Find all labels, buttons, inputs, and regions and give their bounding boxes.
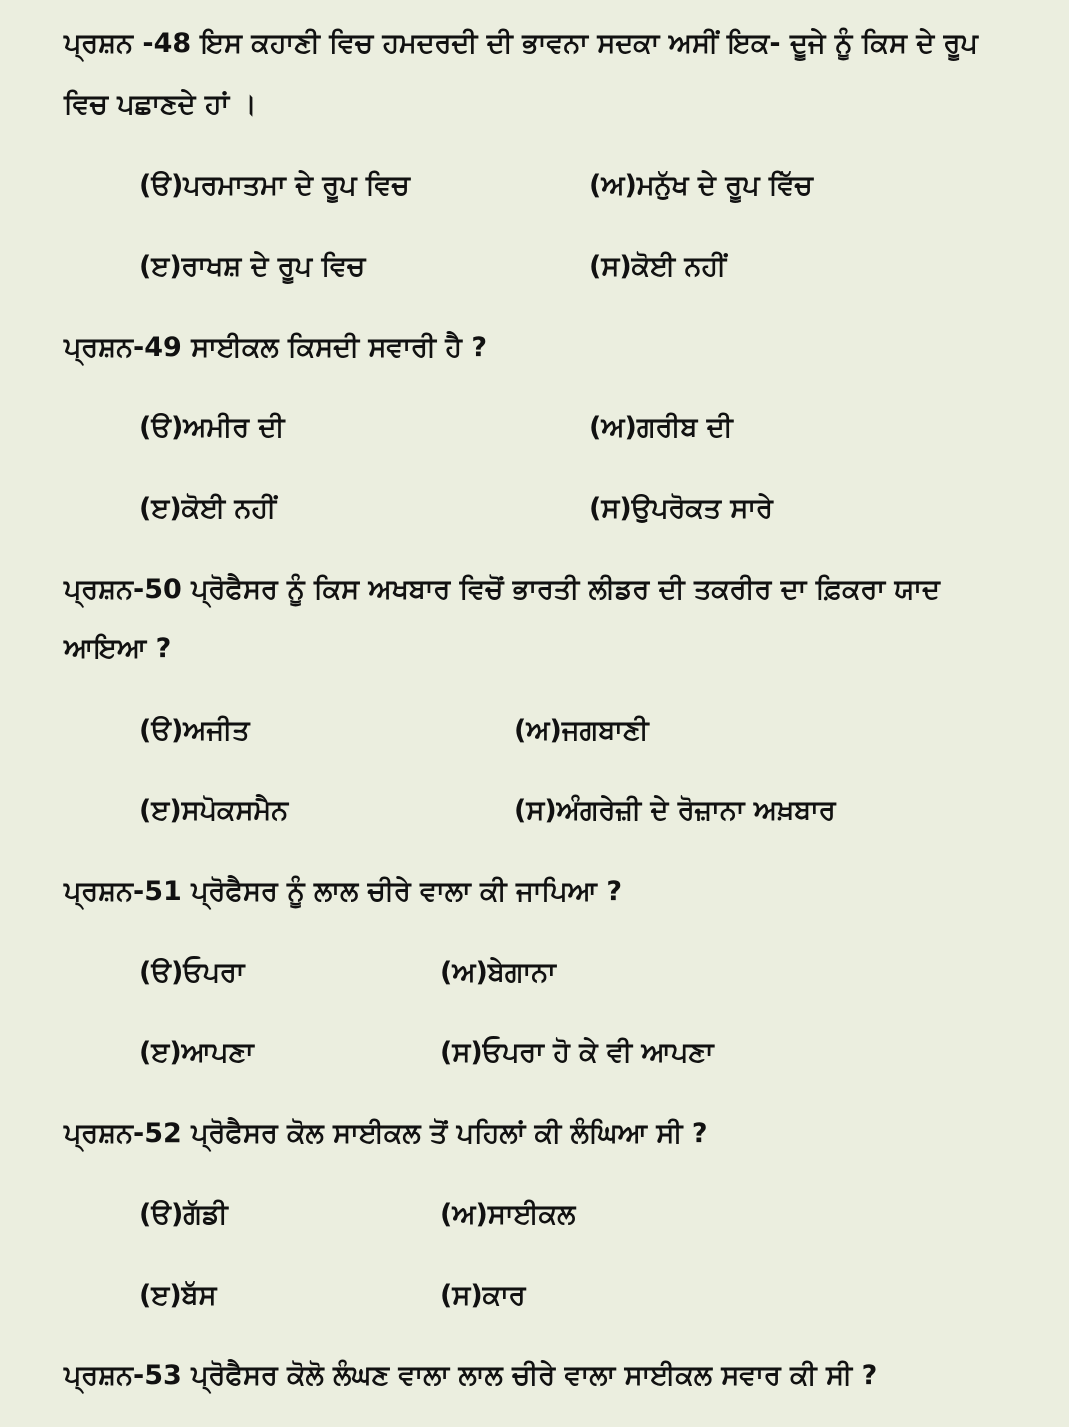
question-51-option-a: (ੳ)ਓਪਰਾ xyxy=(139,957,245,988)
question-53-line-1: ਪ੍ਰਸ਼ਨ-53 ਪ੍ਰੋਫੈਸਰ ਕੋਲੋ ਲੰਘਣ ਵਾਲਾ ਲਾਲ ਚੀਰੇ ਵਾਲਾ ਸਾਈਕਲ ਸਵਾਰ ਕੀ ਸੀ ? xyxy=(64,1360,878,1391)
question-52-option-c: (ੲ)ਬੱਸ xyxy=(139,1280,217,1311)
question-49-option-b: (ਅ)ਗਰੀਬ ਦੀ xyxy=(589,412,733,443)
question-52-option-a: (ੳ)ਗੱਡੀ xyxy=(139,1199,228,1230)
question-48-option-b: (ਅ)ਮਨੁੱਖ ਦੇ ਰੂਪ ਵਿੱਚ xyxy=(589,170,813,201)
question-49-option-c: (ੲ)ਕੋਈ ਨਹੀਂ xyxy=(139,493,277,524)
question-51-option-b: (ਅ)ਬੇਗਾਨਾ xyxy=(440,957,556,988)
question-48-line-1: ਪ੍ਰਸ਼ਨ -48 ਇਸ ਕਹਾਣੀ ਵਿਚ ਹਮਦਰਦੀ ਦੀ ਭਾਵਨਾ ਸਦਕਾ ਅਸੀਂ ਇਕ- ਦੂਜੇ ਨੂੰ ਕਿਸ ਦੇ ਰੂਪ xyxy=(64,28,978,59)
question-51-option-c: (ੲ)ਆਪਣਾ xyxy=(139,1037,254,1068)
question-50-line-2: ਆਇਆ ? xyxy=(64,633,172,664)
question-51-line-1: ਪ੍ਰਸ਼ਨ-51 ਪ੍ਰੋਫੈਸਰ ਨੂੰ ਲਾਲ ਚੀਰੇ ਵਾਲਾ ਕੀ ਜਾਪਿਆ ? xyxy=(64,876,622,907)
question-49-line-1: ਪ੍ਰਸ਼ਨ-49 ਸਾਈਕਲ ਕਿਸਦੀ ਸਵਾਰੀ ਹੈ ? xyxy=(64,332,488,363)
question-49-option-a: (ੳ)ਅਮੀਰ ਦੀ xyxy=(139,412,285,443)
question-51-option-d: (ਸ)ਓਪਰਾ ਹੋ ਕੇ ਵੀ ਆਪਣਾ xyxy=(440,1037,714,1068)
question-48-option-c: (ੲ)ਰਾਖਸ਼ ਦੇ ਰੂਪ ਵਿਚ xyxy=(139,251,366,282)
question-50-option-b: (ਅ)ਜਗਬਾਣੀ xyxy=(514,715,649,746)
question-48-option-a: (ੳ)ਪਰਮਾਤਮਾ ਦੇ ਰੂਪ ਵਿਚ xyxy=(139,170,410,201)
question-48-line-2: ਵਿਚ ਪਛਾਣਦੇ ਹਾਂ । xyxy=(64,89,257,120)
question-50-line-1: ਪ੍ਰਸ਼ਨ-50 ਪ੍ਰੋਫੈਸਰ ਨੂੰ ਕਿਸ ਅਖਬਾਰ ਵਿਚੋਂ ਭਾਰਤੀ ਲੀਡਰ ਦੀ ਤਕਰੀਰ ਦਾ ਫ਼ਿਕਰਾ ਯਾਦ xyxy=(64,574,940,605)
question-50-option-a: (ੳ)ਅਜੀਤ xyxy=(139,715,250,746)
question-52-line-1: ਪ੍ਰਸ਼ਨ-52 ਪ੍ਰੋਫੈਸਰ ਕੋਲ ਸਾਈਕਲ ਤੋਂ ਪਹਿਲਾਂ ਕੀ ਲੰਘਿਆ ਸੀ ? xyxy=(64,1118,708,1149)
question-48-option-d: (ਸ)ਕੋਈ ਨਹੀਂ xyxy=(589,251,727,282)
question-52-option-b: (ਅ)ਸਾਈਕਲ xyxy=(440,1199,576,1230)
question-50-option-c: (ੲ)ਸਪੋਕਸਮੈਨ xyxy=(139,795,289,826)
question-52-option-d: (ਸ)ਕਾਰ xyxy=(440,1280,526,1311)
question-50-option-d: (ਸ)ਅੰਗਰੇਜ਼ੀ ਦੇ ਰੋਜ਼ਾਨਾ ਅਖ਼ਬਾਰ xyxy=(514,795,836,826)
question-49-option-d: (ਸ)ਉਪਰੋਕਤ ਸਾਰੇ xyxy=(589,493,773,524)
